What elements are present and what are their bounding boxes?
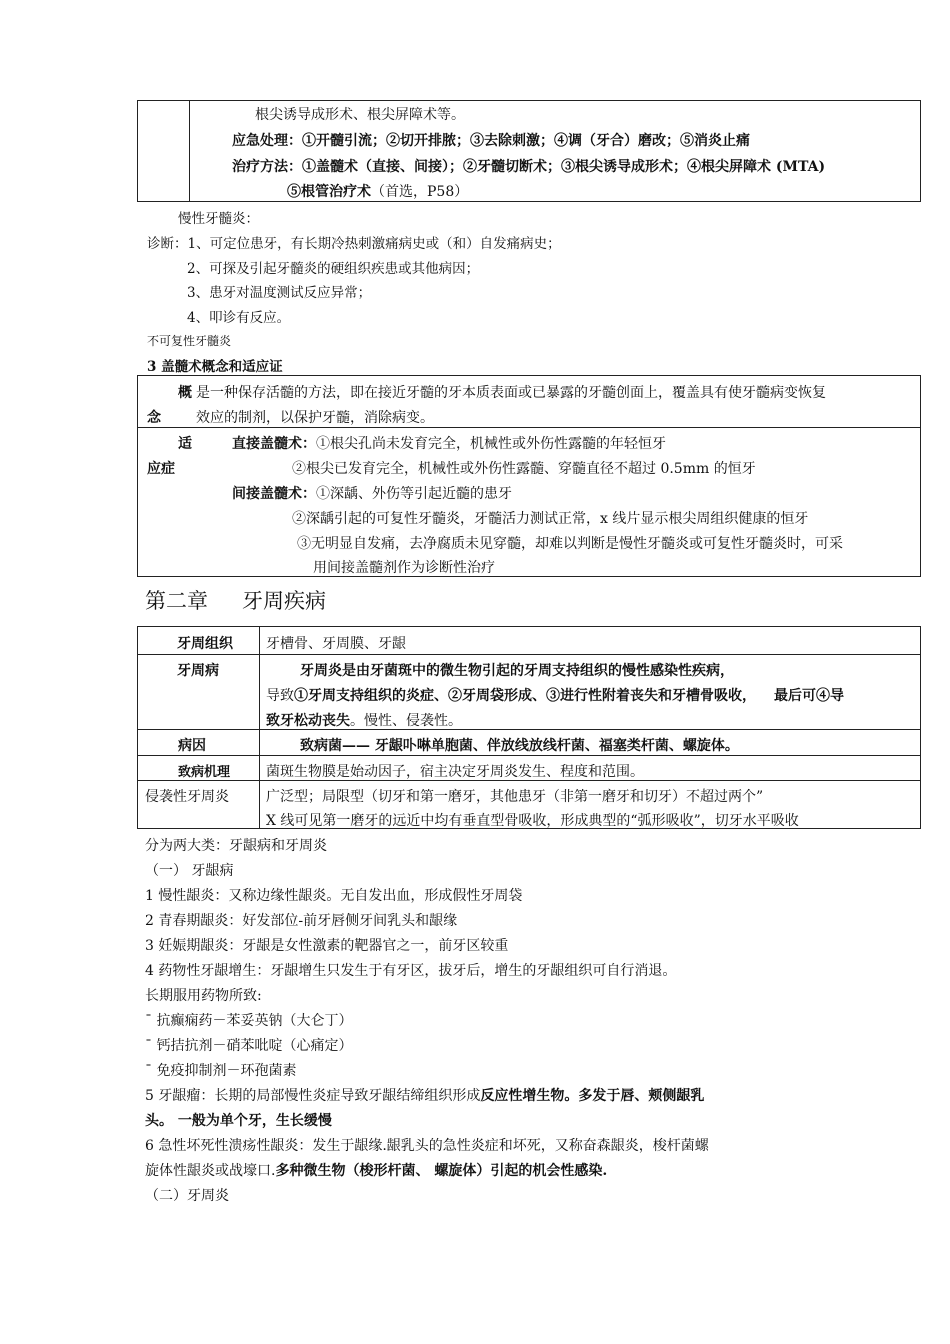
indirect-capping-1	[232, 483, 512, 503]
direct-capping-2: ②根尖已发育完全，机械性或外伤性露髓、穿髓直径不超过 0.5mm 的恒牙	[292, 461, 756, 477]
two-classes: 分为两大类：牙龈病和牙周炎	[145, 838, 327, 854]
chronic-title: 慢性牙髓炎：	[178, 211, 259, 227]
mechanism-text: 菌斑生物膜是始动因子，宿主决定牙周炎发生、程度和范围。	[266, 764, 644, 780]
mechanism-label: 致病机理	[178, 765, 231, 780]
gingival-item-6: 6 急性坏死性溃疡性龈炎：发生于龈缘.龈乳头的急性炎症和坏死，又称奋森龈炎，梭杆菌螺	[145, 1138, 709, 1154]
emergency-text: ①开髓引流；②切开排脓；③去除刺激；④调（牙合）磨改；⑤消炎止痛	[302, 133, 750, 149]
root-canal-bold: ⑤根管治疗术	[287, 184, 371, 200]
indirect-capping-3a: ③无明显自发痛，去净腐质未见穿髓，却难以判断是慢性牙髓炎或可复性牙髓炎时，可采	[297, 536, 843, 552]
chronic-diag-3: 3、患牙对温度测试反应异常；	[187, 285, 372, 301]
item5-pre: 5 牙龈瘤：长期的局部慢性炎症导致牙龈结缔组织形成	[145, 1088, 481, 1104]
chronic-diag-4: 4、叩诊有反应。	[187, 310, 291, 326]
chronic-diag-2: 2、可探及引起牙髓炎的硬组织疾患或其他病因；	[187, 261, 480, 277]
indirect-text-1: ①深龋、外伤等引起近髓的患牙	[316, 486, 512, 502]
cause-text: 致病菌—— 牙龈卟啉单胞菌、伴放线放线杆菌、福塞类杆菌、螺旋体。	[300, 738, 739, 754]
treatment-label: 治疗方法：	[232, 159, 302, 175]
perio-line2-tail: 最后可④导	[774, 688, 844, 704]
emergency-treatment	[232, 130, 750, 150]
treatment-methods	[232, 156, 825, 176]
gingival-item-2: 2 青春期龈炎：好发部位-前牙唇侧牙间乳头和龈缘	[145, 913, 458, 929]
cause-label: 病因	[178, 738, 206, 754]
perio-disease-label: 牙周病	[177, 663, 219, 679]
perio-disease-line2	[266, 685, 844, 705]
perio-disease-line1: 牙周炎是由牙菌斑中的微生物引起的牙周支持组织的慢性感染性疾病，	[300, 663, 734, 679]
gingival-item-5	[145, 1085, 704, 1105]
chapter-name: 牙周疾病	[242, 589, 326, 613]
perio-line2-bold: ①牙周支持组织的炎症、②牙周袋形成、③进行性附着丧失和牙槽骨吸收，	[294, 688, 756, 704]
chapter-title	[145, 585, 326, 615]
perio-line3-tail: 。慢性、侵袭性。	[350, 713, 462, 729]
drug-3-text: 免疫抑制剂－环孢菌素	[156, 1063, 297, 1079]
drug-item-1: ˉ 抗癫痫药－苯妥英钠（大仑丁）	[145, 1013, 353, 1029]
periodontitis-heading: （二）牙周炎	[145, 1188, 229, 1204]
concept-label-1: 概	[178, 385, 192, 401]
gingival-item-4: 4 药物性牙龈增生：牙龈增生只发生于有牙区，拔牙后，增生的牙龈组织可自行消退。	[145, 963, 677, 979]
treatment-text: ①盖髓术（直接、间接）；②牙髓切断术；③根尖诱导成形术；④根尖屏障术 (MTA)	[302, 159, 826, 175]
gingival-heading: （一） 牙龈病	[145, 863, 234, 879]
perio-tissue-label: 牙周组织	[177, 636, 233, 652]
perio-line2-pre: 导致	[266, 688, 294, 704]
concept-label-2: 念	[147, 410, 161, 426]
drug-item-2: ˉ 钙拮抗剂－硝苯吡啶（心痛定）	[145, 1038, 353, 1054]
concept-text-1: 是一种保存活髓的方法，即在接近牙髓的牙本质表面或已暴露的牙髓创面上，覆盖具有使牙髓病变恢复	[196, 385, 826, 401]
drug-item-3: ˉ 免疫抑制剂－环孢菌素	[145, 1063, 297, 1079]
direct-capping-1	[232, 433, 666, 453]
concept-text-2: 效应的制剂，以保护牙髓，消除病变。	[196, 410, 434, 426]
indication-label-1: 适	[178, 436, 192, 452]
indication-label-2: 应症	[147, 461, 175, 477]
perio-disease-line3	[266, 710, 462, 730]
top-row-text-1: 根尖诱导成形术、根尖屏障术等。	[255, 107, 465, 123]
perio-line3-bold: 致牙松动丧失	[266, 713, 350, 729]
indirect-capping-2: ②深龋引起的可复性牙髓炎，牙髓活力测试正常，x 线片显示根尖周组织健康的恒牙	[292, 511, 809, 527]
emergency-label: 应急处理：	[232, 133, 302, 149]
drug-1-text: 抗癫痫药－苯妥英钠（大仑丁）	[156, 1013, 353, 1029]
irreversible-label: 不可复性牙髓炎	[147, 334, 232, 348]
gingival-item-5-cont: 头。 一般为单个牙，生长缓慢	[145, 1113, 332, 1129]
gingival-item-1: 1 慢性龈炎：又称边缘性龈炎。无自发出血，形成假性牙周袋	[145, 888, 523, 904]
item5-bold: 反应性增生物。多发于唇、颊侧龈乳	[480, 1088, 705, 1104]
direct-label: 直接盖髓术：	[232, 436, 316, 452]
perio-tissue-text: 牙槽骨、牙周膜、牙龈	[266, 636, 406, 652]
aggressive-label: 侵袭性牙周炎	[145, 789, 229, 805]
item6-bold: 多种微生物（梭形杆菌、 螺旋体）引起的机会性感染.	[275, 1163, 608, 1179]
item6-pre: 旋体性龈炎或战壕口.	[145, 1163, 276, 1179]
chronic-diag-1: 诊断：1、可定位患牙，有长期冷热刺激痛病史或（和）自发痛病史；	[147, 236, 561, 252]
aggressive-line1: 广泛型；局限型（切牙和第一磨牙，其他患牙（非第一磨牙和切牙）不超过两个”	[266, 789, 764, 805]
chapter-number: 第二章	[145, 589, 208, 613]
gingival-item-3: 3 妊娠期龈炎：牙龈是女性激素的靶器官之一，前牙区较重	[145, 938, 509, 954]
root-canal-note: （首选，P58）	[371, 184, 469, 200]
long-term-drugs: 长期服用药物所致:	[145, 988, 262, 1004]
indirect-label: 间接盖髓术：	[232, 486, 316, 502]
direct-text-1: ①根尖孔尚未发育完全，机械性或外伤性露髓的年轻恒牙	[316, 436, 666, 452]
root-canal-line	[287, 181, 468, 201]
aggressive-line2: X 线可见第一磨牙的远近中均有垂直型骨吸收，形成典型的“弧形吸收”，切牙水平吸收	[266, 813, 799, 829]
gingival-item-6-cont	[145, 1160, 607, 1180]
drug-2-text: 钙拮抗剂－硝苯吡啶（心痛定）	[156, 1038, 353, 1054]
indirect-capping-3b: 用间接盖髓剂作为诊断性治疗	[313, 560, 495, 576]
capping-heading: 3 盖髓术概念和适应证	[147, 359, 283, 375]
